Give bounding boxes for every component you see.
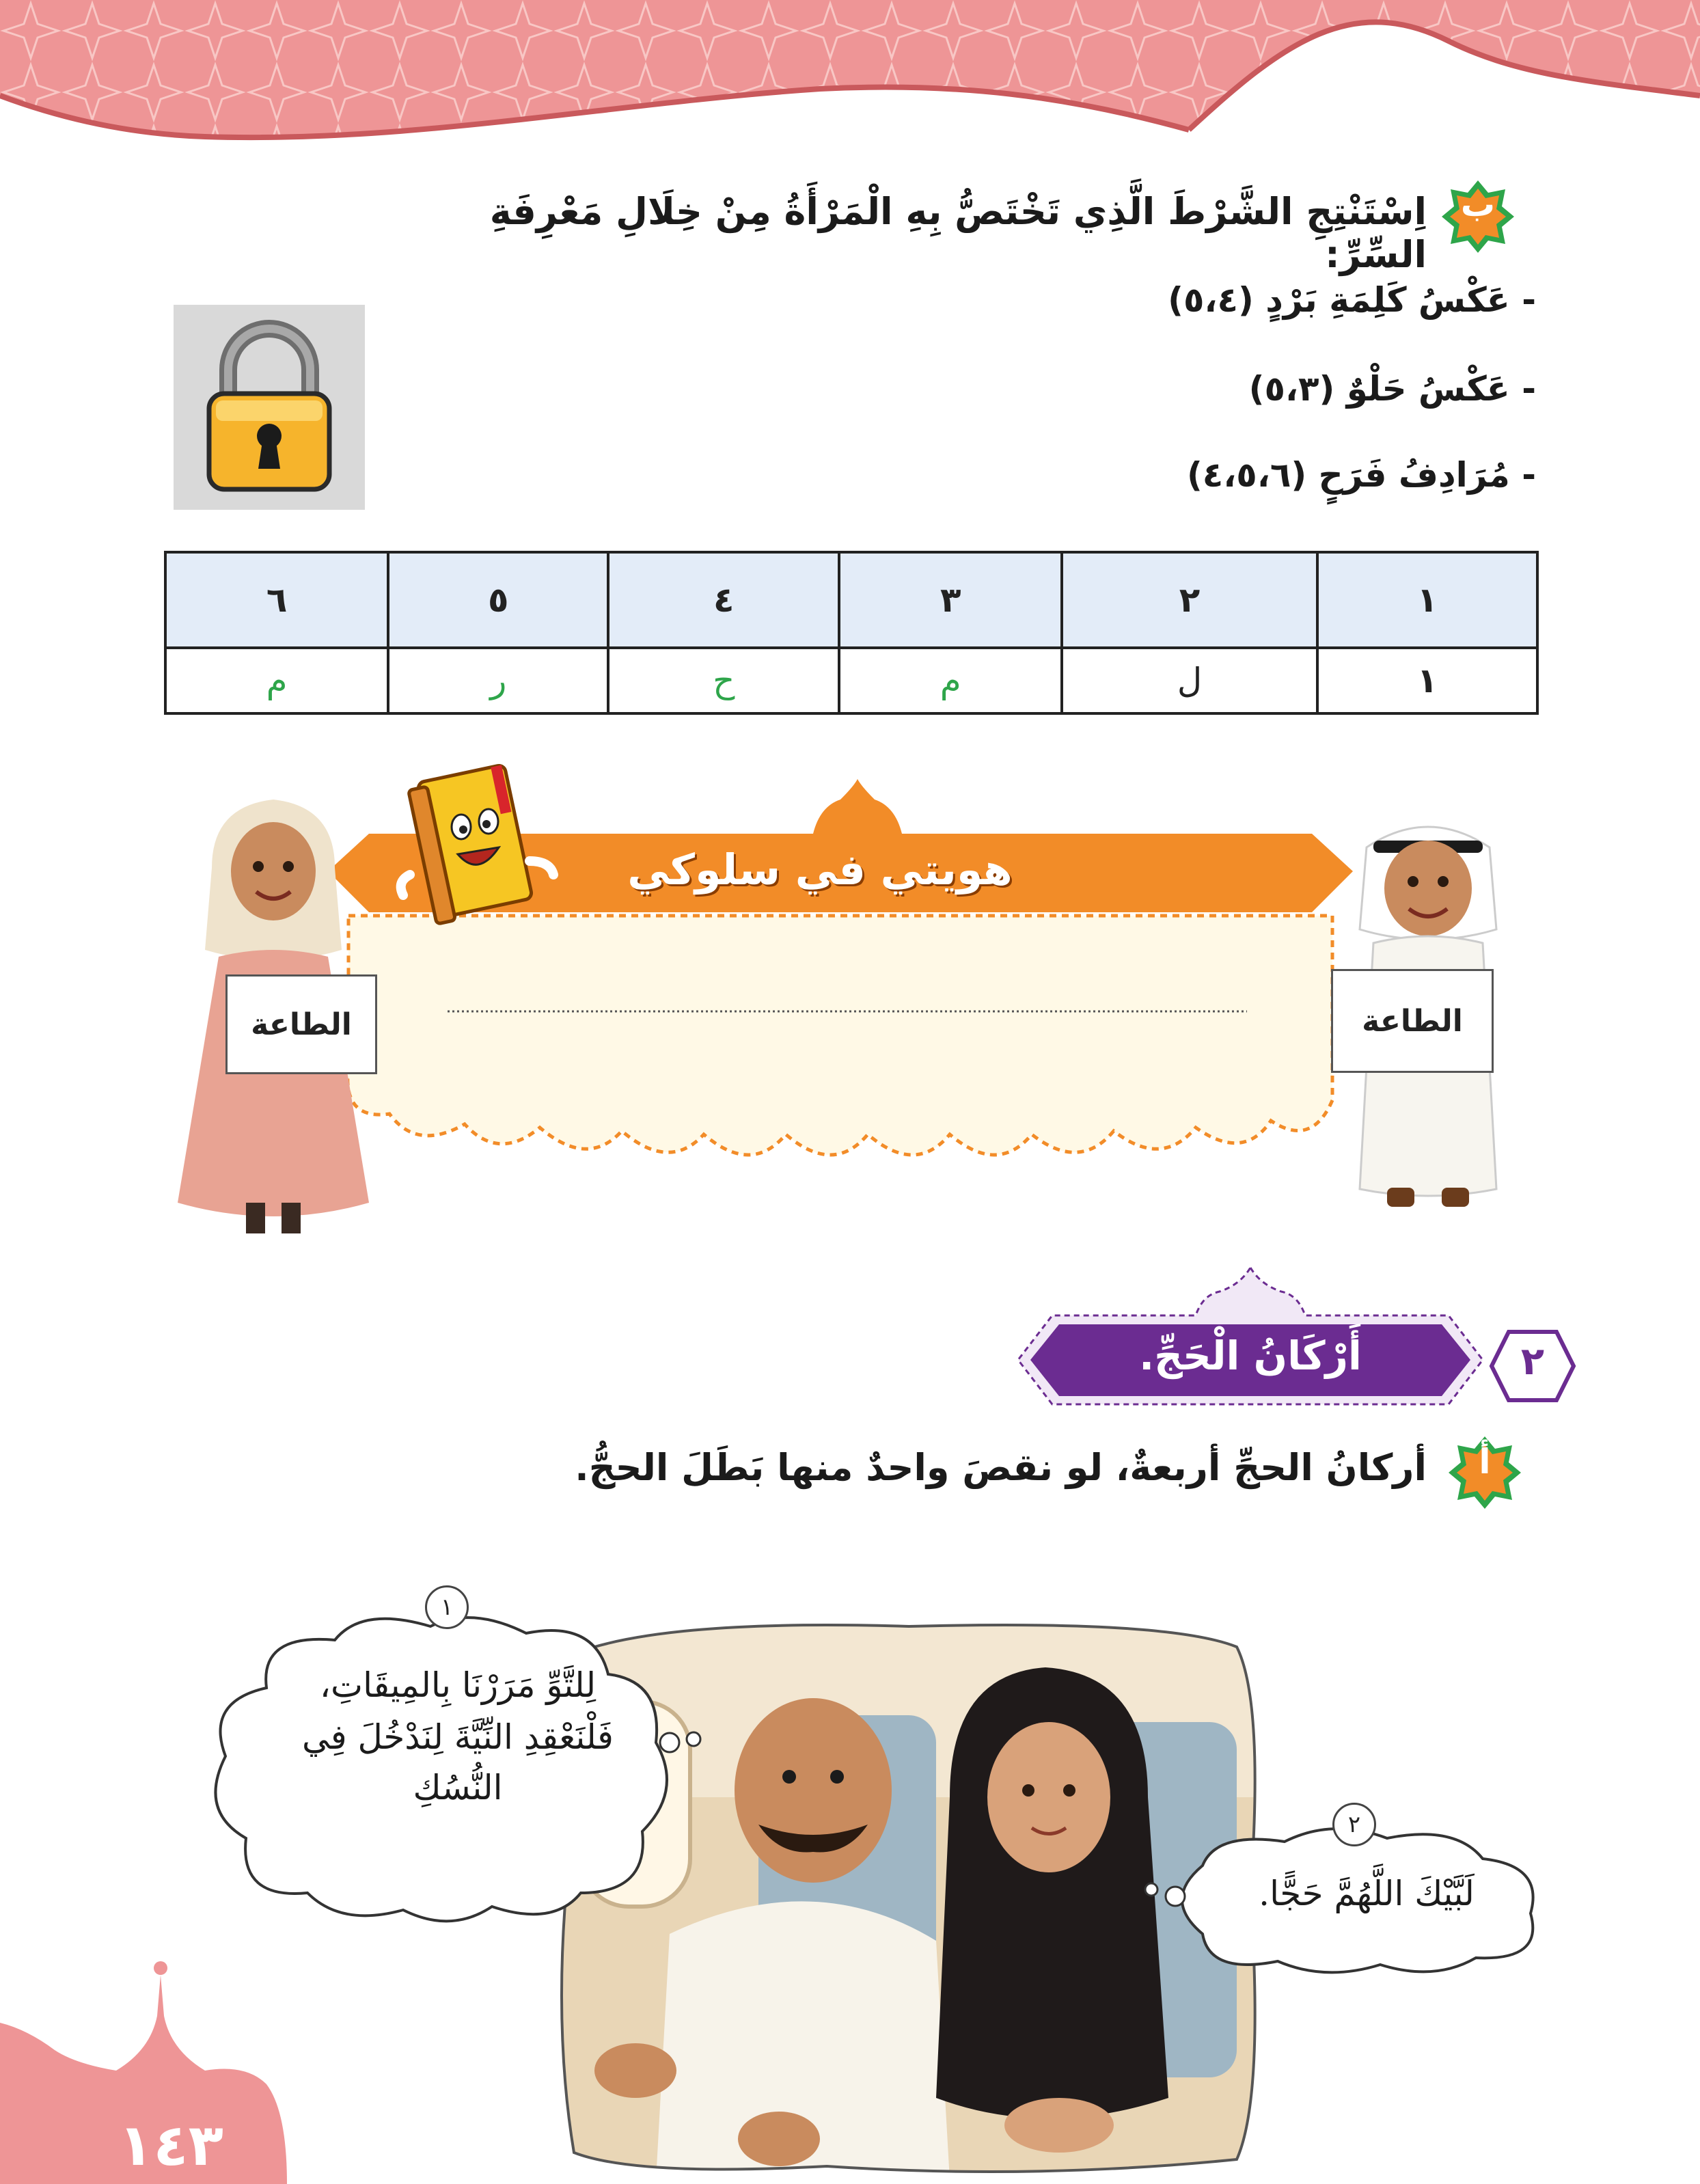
cipher-table [164, 551, 1539, 715]
answer-cell[interactable]: م [839, 648, 1062, 713]
bubble-2-text: لَبَّيْكَ اللَّهُمَّ حَجًّا. [1259, 1874, 1475, 1913]
clue-1: - عَكْسُ كَلِمَةِ بَرْدٍ (٥،٤) [1168, 280, 1536, 320]
answer-cell[interactable]: ل [1062, 648, 1317, 713]
badge-a-letter: أ [1479, 1442, 1491, 1482]
cipher-header-row [165, 552, 1537, 648]
bubble-1-line-1: لِلتَّوِّ مَرَرْنَا بِالمِيقَاتِ، [319, 1665, 597, 1705]
answer-cell[interactable]: ح [608, 648, 839, 713]
header-cell: ٥ [388, 552, 608, 648]
book-mascot-icon [383, 759, 567, 929]
section-2-title: أَرْكَانُ الْحَجِّ. [1139, 1333, 1362, 1379]
clue-3: - مُرَادِفُ فَرَحٍ (٤،٥،٦) [1186, 455, 1536, 495]
bubble-1-line-2: فَلْنَعْقِدِ النِّيَّةَ لِنَدْخُلَ فِي [302, 1717, 614, 1757]
lock-icon [174, 305, 365, 510]
header-cell: ١ [1317, 552, 1537, 648]
girl-placard: الطاعة [225, 974, 377, 1074]
header-cell: ٣ [839, 552, 1062, 648]
header-cell: ٢ [1062, 552, 1317, 648]
bubble-2-number: ٢ [1332, 1803, 1376, 1846]
answer-cell[interactable]: م [165, 648, 388, 713]
answer-cell[interactable]: ر [388, 648, 608, 713]
section-2-number: ٢ [1520, 1339, 1545, 1384]
page-number: ١٤٣ [118, 2112, 223, 2179]
header-cell: ٦ [165, 552, 388, 648]
answer-cell[interactable]: ١ [1317, 648, 1537, 713]
header-decoration [0, 0, 1700, 164]
header-cell: ٤ [608, 552, 839, 648]
cipher-answer-row [165, 648, 1537, 713]
question-prompt: اِسْتَنْتِجِ الشَّرْطَ الَّذِي تَخْتَصُّ بِهِ الْمَرْأَةُ مِنْ خِلَالِ مَعْرِفَةِ السِّرِّ: [489, 190, 1427, 276]
boy-placard: الطاعة [1331, 969, 1494, 1073]
badge-b-letter: ب [1460, 185, 1496, 224]
bubble-1-line-3: النُّسُكِ [413, 1768, 503, 1807]
section-a-text: أركانُ الحجِّ أربعةٌ، لو نقصَ واحدٌ منها بَطَلَ الحجُّ. [575, 1446, 1427, 1489]
padlock-image [174, 305, 365, 510]
clue-2: - عَكْسُ حَلْوٌ (٥،٣) [1248, 369, 1536, 409]
bubble-1-number: ١ [425, 1585, 469, 1629]
identity-box-title: هويتي في سلوكي [627, 845, 1013, 895]
